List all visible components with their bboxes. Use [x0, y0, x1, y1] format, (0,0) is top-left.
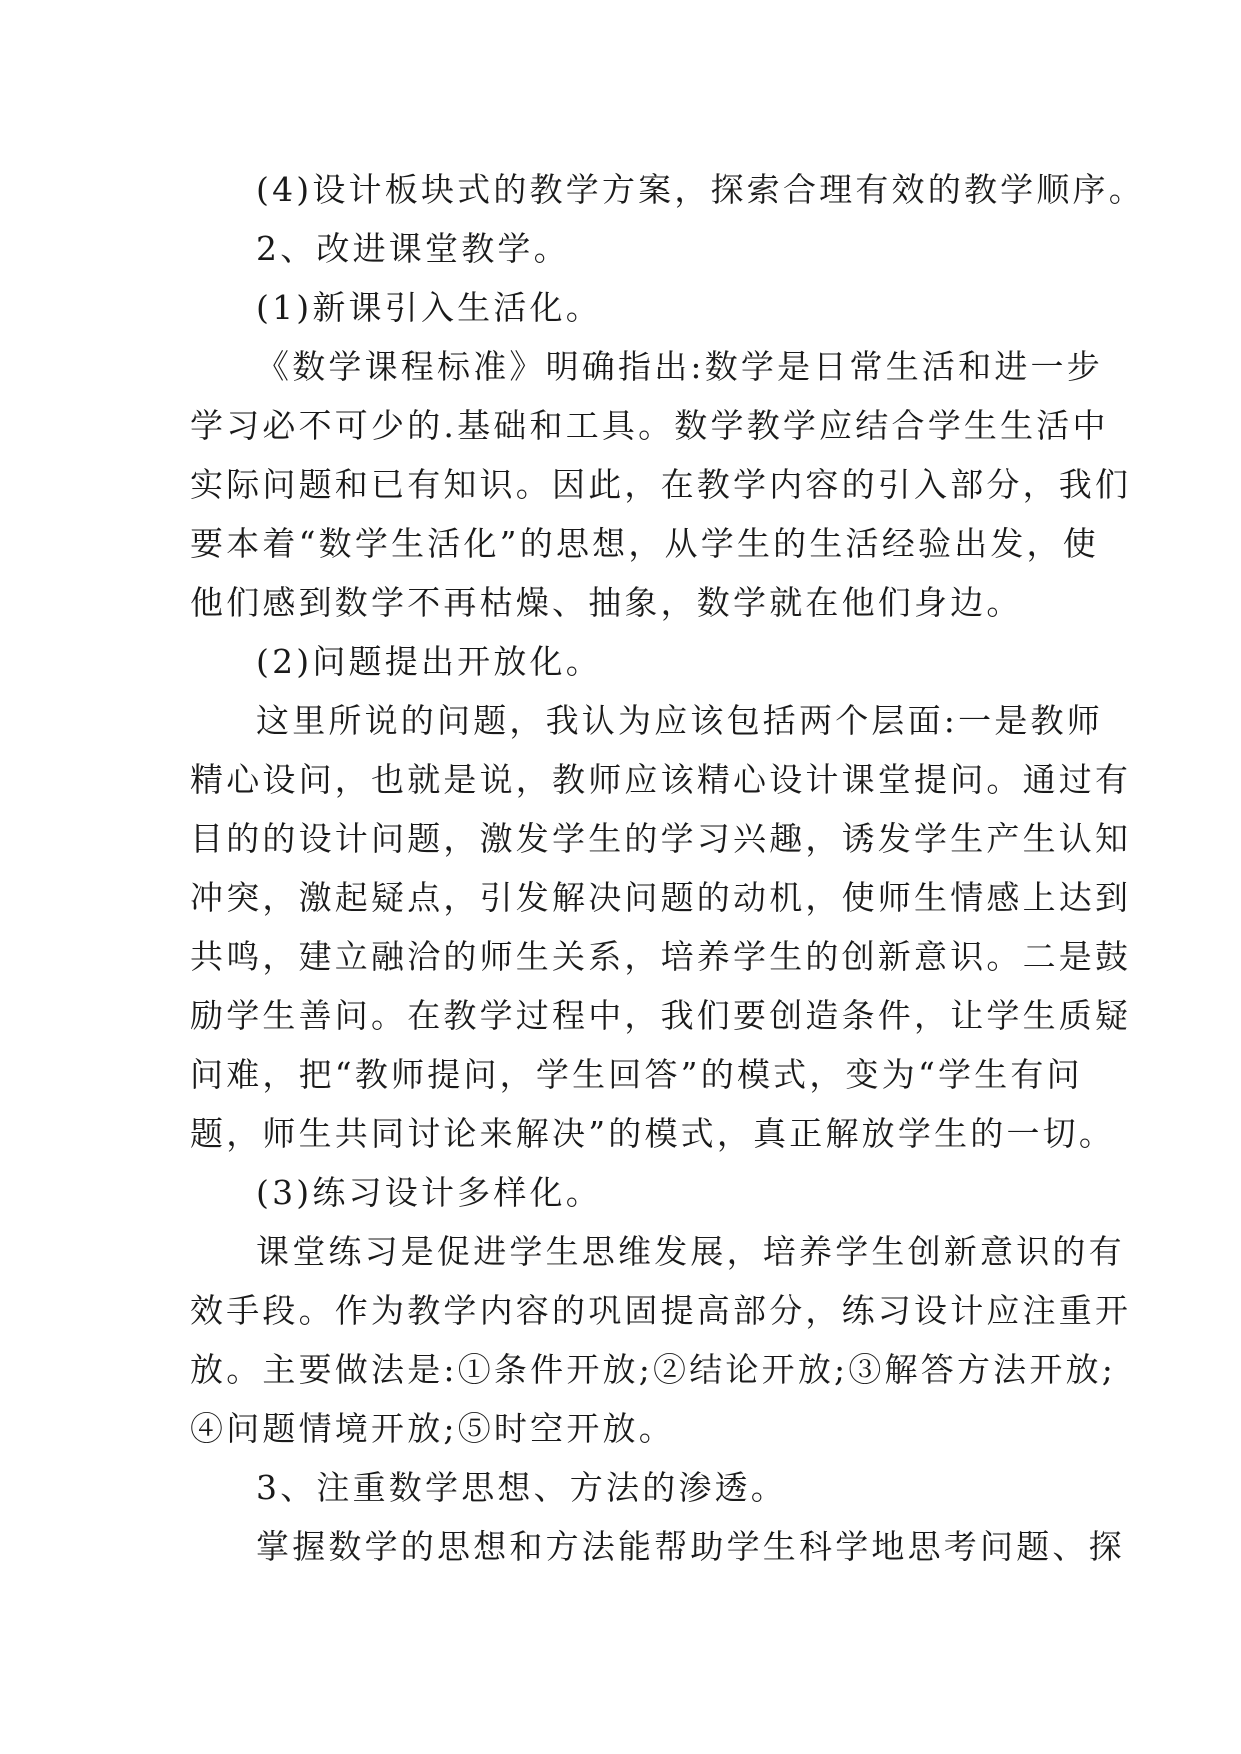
paragraph-line: 学习必不可少的.基础和工具。数学教学应结合学生生活中 — [190, 406, 1109, 445]
paragraph-line: ④问题情境开放;⑤时空开放。 — [190, 1409, 675, 1448]
section-heading: 2、改进课堂教学。 — [256, 229, 570, 268]
paragraph-line: 要本着“数学生活化”的思想，从学生的生活经验出发，使 — [190, 524, 1099, 563]
text-line: (4)设计板块式的教学方案，探索合理有效的教学顺序。 — [256, 170, 1145, 209]
paragraph-line: 课堂练习是促进学生思维发展，培养学生创新意识的有 — [256, 1232, 1125, 1271]
document-body — [190, 160, 1145, 1576]
paragraph-line: 这里所说的问题，我认为应该包括两个层面:一是教师 — [256, 701, 1103, 740]
paragraph-line: 励学生善问。在教学过程中，我们要创造条件，让学生质疑 — [190, 996, 1132, 1035]
paragraph-line: 共鸣，建立融洽的师生关系，培养学生的创新意识。二是鼓 — [190, 937, 1132, 976]
paragraph-line: 精心设问，也就是说，教师应该精心设计课堂提问。通过有 — [190, 760, 1132, 799]
subsection-heading: (3)练习设计多样化。 — [256, 1173, 602, 1212]
subsection-heading: (1)新课引入生活化。 — [256, 288, 602, 327]
paragraph-line: 《数学课程标准》明确指出:数学是日常生活和进一步 — [256, 347, 1103, 386]
paragraph-line: 冲突，激起疑点，引发解决问题的动机，使师生情感上达到 — [190, 878, 1132, 917]
section-heading: 3、注重数学思想、方法的渗透。 — [256, 1468, 787, 1507]
paragraph-line: 放。主要做法是:①条件开放;②结论开放;③解答方法开放; — [190, 1350, 1117, 1389]
subsection-heading: (2)问题提出开放化。 — [256, 642, 602, 681]
paragraph-line: 效手段。作为教学内容的巩固提高部分，练习设计应注重开 — [190, 1291, 1132, 1330]
paragraph-line: 他们感到数学不再枯燥、抽象，数学就在他们身边。 — [190, 583, 1023, 622]
paragraph-line: 问难，把“教师提问，学生回答”的模式，变为“学生有问 — [190, 1055, 1083, 1094]
paragraph-line: 题，师生共同讨论来解决”的模式，真正解放学生的一切。 — [190, 1114, 1116, 1153]
paragraph-line: 目的的设计问题，激发学生的学习兴趣，诱发学生产生认知 — [190, 819, 1132, 858]
paragraph-line: 掌握数学的思想和方法能帮助学生科学地思考问题、探 — [256, 1527, 1125, 1566]
paragraph-line: 实际问题和已有知识。因此，在教学内容的引入部分，我们 — [190, 465, 1132, 504]
